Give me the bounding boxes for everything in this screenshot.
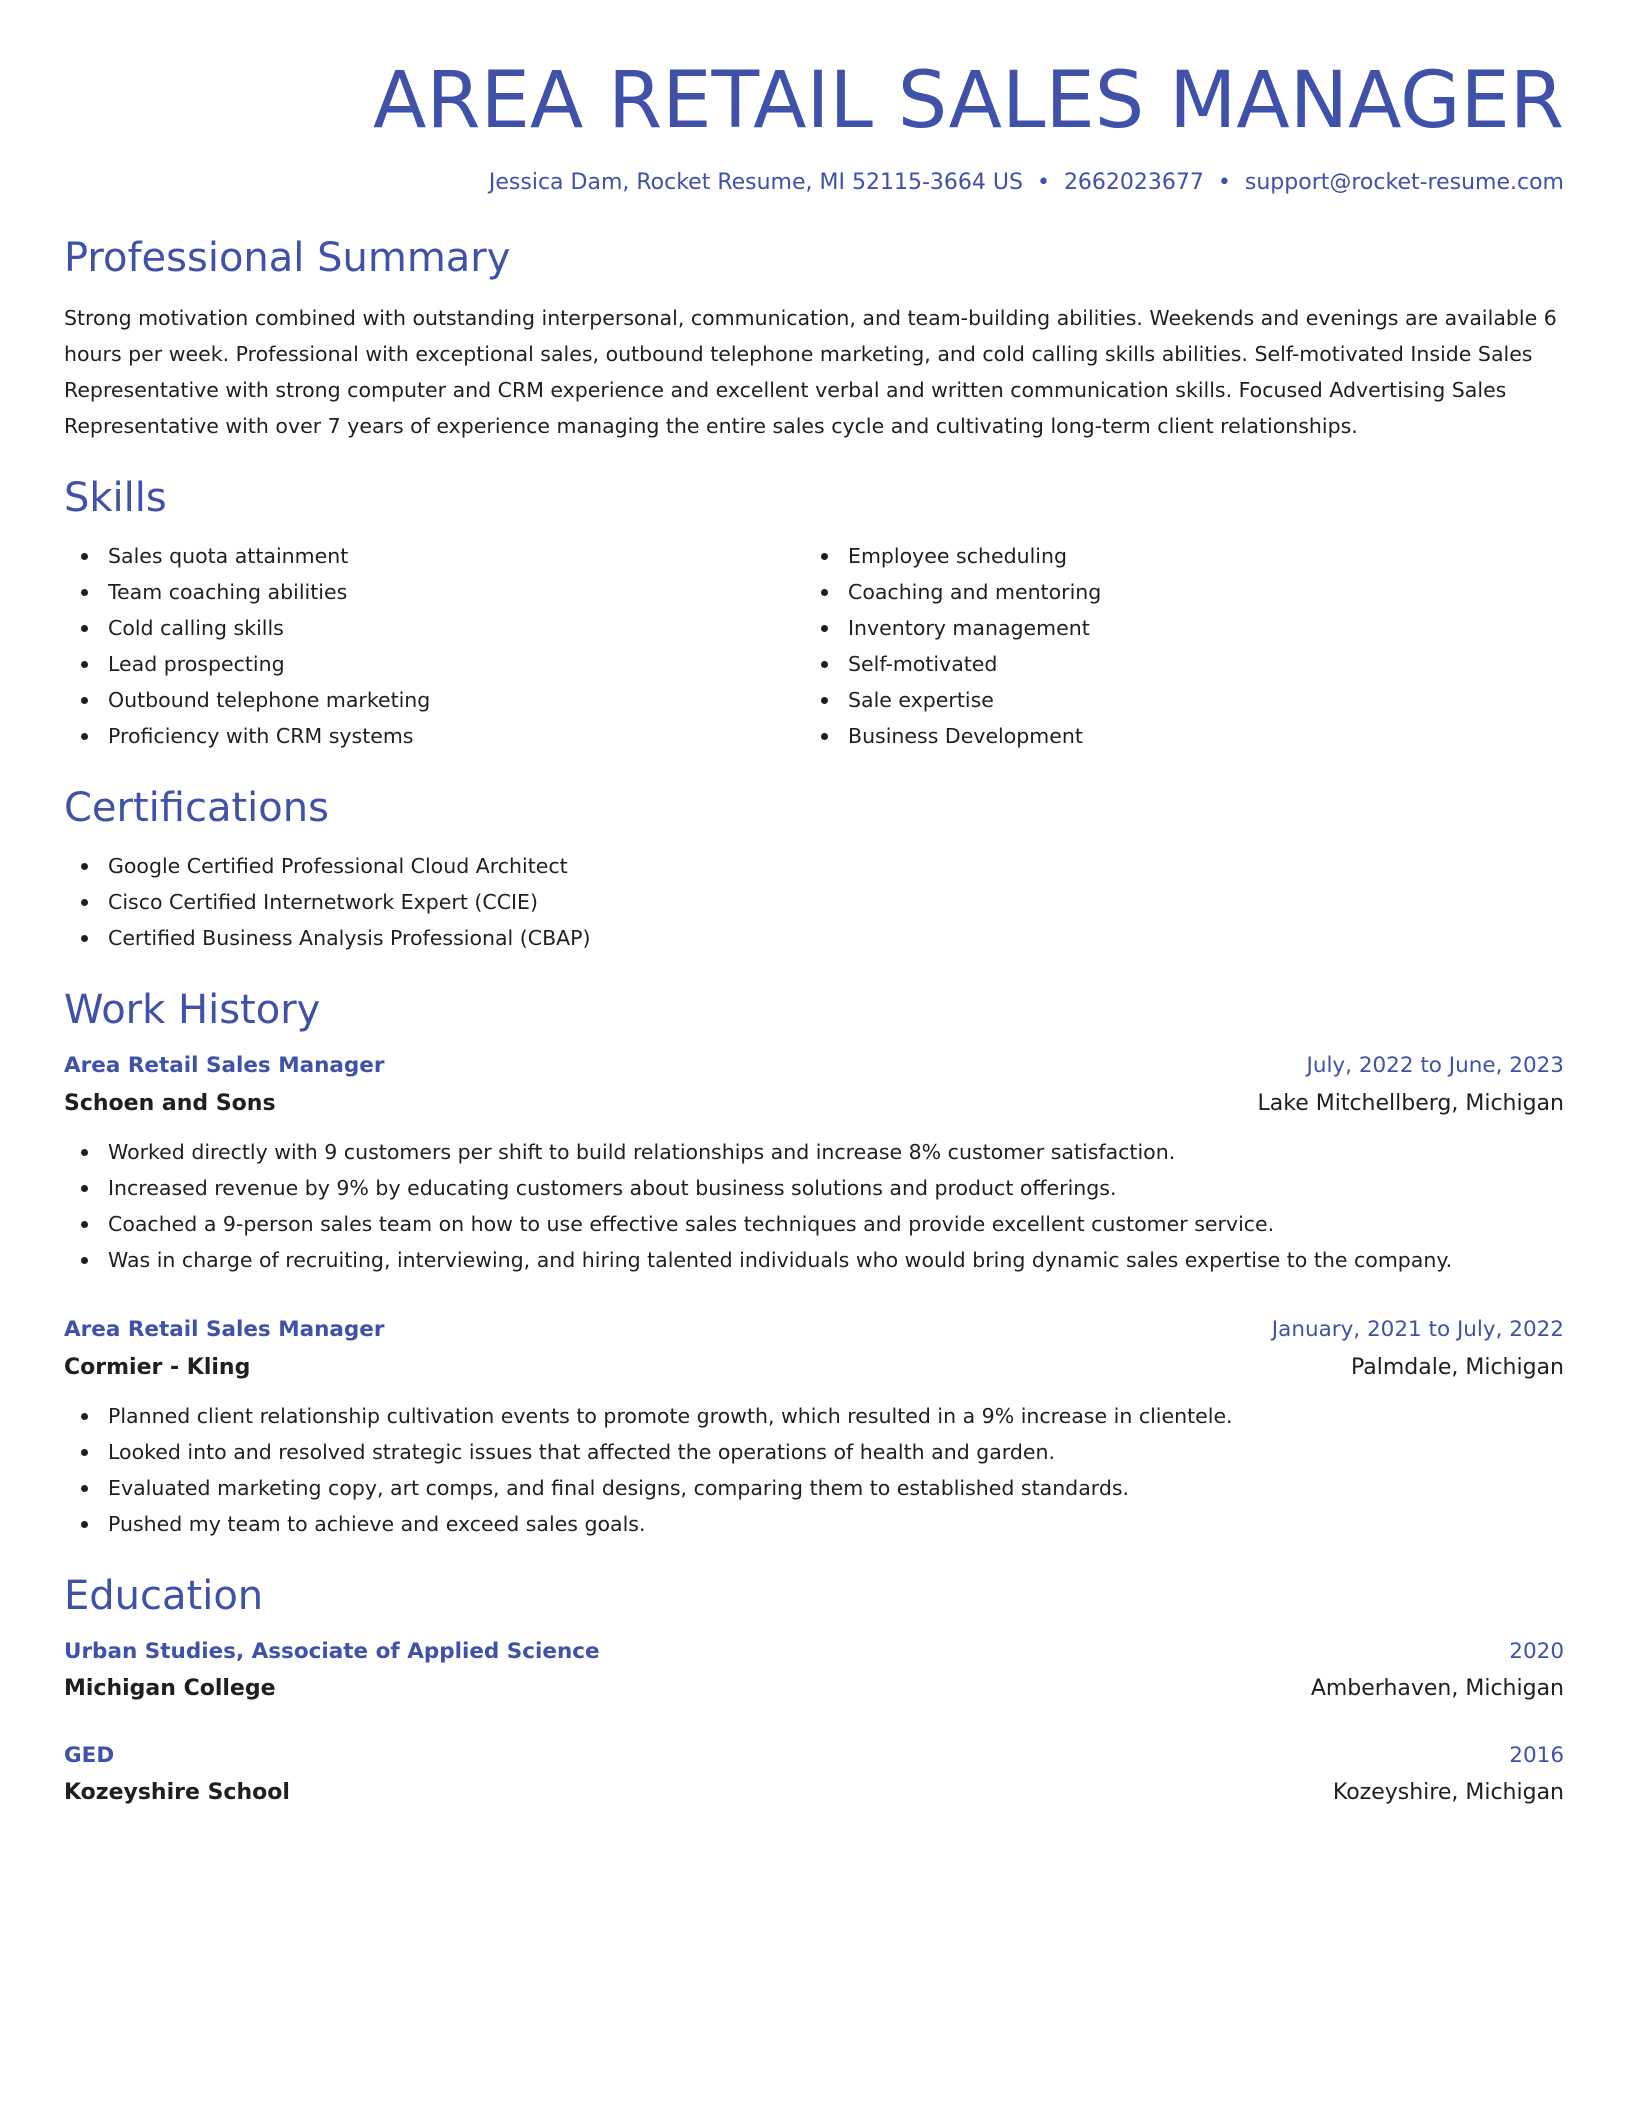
job-bullets — [64, 1398, 1564, 1542]
bullet-dot — [81, 1485, 88, 1492]
certification-label: Certified Business Analysis Professional (CBAP) — [108, 926, 591, 950]
bullet-dot — [81, 1413, 88, 1420]
skill-item — [64, 646, 804, 682]
skill-item — [804, 682, 1564, 718]
job-bullet — [64, 1506, 1564, 1542]
skill-label: Employee scheduling — [848, 544, 1068, 568]
contact-address: Jessica Dam, Rocket Resume, MI 52115-3664 US — [488, 170, 1023, 195]
skills-grid — [64, 538, 1564, 754]
skills-column-right — [804, 538, 1564, 754]
summary-text: Strong motivation combined with outstanding interpersonal, communication, and team-building abilities. Weekends and evenings are available 6 hours per week. Professional with exceptional sales, outbound telephone marketing, and cold calling skills abilities. Self-motivated Inside Sales Representative with strong computer and CRM experience and excellent verbal and written communication skills. Focused Advertising Sales Representative with over 7 years of experience managing the entire sales cycle and cultivating long-term client relationships. — [64, 306, 1557, 438]
certification-label: Cisco Certified Internetwork Expert (CCIE) — [108, 890, 538, 914]
bullet-dot — [81, 589, 88, 596]
job-bullet-text: Looked into and resolved strategic issues that affected the operations of health and garden. — [108, 1440, 1056, 1464]
job-bullet-text: Was in charge of recruiting, interviewing, and hiring talented individuals who would bring dynamic sales expertise to the company. — [108, 1248, 1453, 1272]
job-bullet — [64, 1206, 1564, 1242]
job-bullet-text: Evaluated marketing copy, art comps, and final designs, comparing them to established standards. — [108, 1476, 1130, 1500]
skill-item — [64, 682, 804, 718]
skill-item — [804, 718, 1564, 754]
skill-item — [64, 718, 804, 754]
job-header-row — [64, 1048, 1564, 1084]
bullet-dot — [81, 553, 88, 560]
job-bullet-text: Pushed my team to achieve and exceed sales goals. — [108, 1512, 646, 1536]
education-header-row — [64, 1634, 1564, 1670]
contact-phone: 2662023677 — [1063, 170, 1204, 195]
education-school-row — [64, 1774, 1564, 1812]
job-bullet — [64, 1134, 1564, 1170]
education-year: 2020 — [1509, 1639, 1564, 1664]
certification-item — [64, 884, 1564, 920]
job-dates: July, 2022 to June, 2023 — [1306, 1053, 1564, 1078]
skill-label: Lead prospecting — [108, 652, 285, 676]
bullet-dot — [81, 935, 88, 942]
job-bullet-text: Coached a 9-person sales team on how to use effective sales techniques and provide excellent customer service. — [108, 1212, 1275, 1236]
skill-label: Self-motivated — [848, 652, 998, 676]
skill-label: Outbound telephone marketing — [108, 688, 431, 712]
bullet-dot — [821, 625, 828, 632]
summary-heading: Professional Summary — [64, 235, 511, 281]
contact-email: support@rocket-resume.com — [1244, 170, 1564, 195]
bullet-dot — [81, 1221, 88, 1228]
bullet-dot — [81, 1521, 88, 1528]
education-location: Kozeyshire, Michigan — [1332, 1780, 1564, 1805]
skill-label: Coaching and mentoring — [848, 580, 1102, 604]
job-bullet-text: Increased revenue by 9% by educating customers about business solutions and product offerings. — [108, 1176, 1117, 1200]
job-header-row — [64, 1312, 1564, 1348]
job-company-row — [64, 1084, 1564, 1124]
job-bullet — [64, 1434, 1564, 1470]
job-bullet-text: Worked directly with 9 customers per shift to build relationships and increase 8% customer satisfaction. — [108, 1140, 1176, 1164]
job-title: Area Retail Sales Manager — [64, 1053, 385, 1078]
job-company-row — [64, 1348, 1564, 1388]
bullet-dot — [81, 1449, 88, 1456]
bullet-dot — [821, 553, 828, 560]
job-location: Palmdale, Michigan — [1350, 1355, 1564, 1380]
skills-heading: Skills — [64, 475, 167, 521]
skill-label: Proficiency with CRM systems — [108, 724, 414, 748]
job-bullet — [64, 1470, 1564, 1506]
certifications-heading: Certifications — [64, 785, 329, 831]
skill-item — [804, 574, 1564, 610]
skill-label: Inventory management — [848, 616, 1090, 640]
job-title: Area Retail Sales Manager — [64, 1317, 385, 1342]
skills-list-right — [804, 538, 1564, 754]
work-history-section — [64, 986, 1564, 1542]
job-bullet-text: Planned client relationship cultivation events to promote growth, which resulted in a 9% increase in clientele. — [108, 1404, 1233, 1428]
skills-section — [64, 474, 1564, 754]
skill-item — [804, 610, 1564, 646]
bullet-dot — [81, 733, 88, 740]
skill-label: Business Development — [848, 724, 1083, 748]
contact-separator: • — [1036, 170, 1050, 195]
summary-section — [64, 234, 1564, 444]
job-bullets — [64, 1134, 1564, 1278]
education-degree: GED — [64, 1743, 115, 1768]
bullet-dot — [81, 1257, 88, 1264]
skills-list-left — [64, 538, 804, 754]
bullet-dot — [81, 863, 88, 870]
bullet-dot — [821, 733, 828, 740]
bullet-dot — [81, 697, 88, 704]
education-school: Kozeyshire School — [64, 1780, 290, 1805]
skill-label: Team coaching abilities — [108, 580, 348, 604]
skill-item — [64, 538, 804, 574]
education-school: Michigan College — [64, 1676, 276, 1701]
bullet-dot — [81, 899, 88, 906]
job-bullet — [64, 1242, 1564, 1278]
certification-item — [64, 920, 1564, 956]
bullet-dot — [81, 1185, 88, 1192]
bullet-dot — [81, 1149, 88, 1156]
contact-line — [64, 168, 1564, 198]
education-degree: Urban Studies, Associate of Applied Science — [64, 1639, 600, 1664]
job-dates: January, 2021 to July, 2022 — [1271, 1317, 1564, 1342]
job-location: Lake Mitchellberg, Michigan — [1257, 1091, 1564, 1116]
bullet-dot — [81, 625, 88, 632]
resume-title: AREA RETAIL SALES MANAGER — [373, 56, 1564, 146]
skill-item — [64, 574, 804, 610]
skill-item — [804, 538, 1564, 574]
education-location: Amberhaven, Michigan — [1310, 1676, 1564, 1701]
job-bullet — [64, 1398, 1564, 1434]
education-year: 2016 — [1509, 1743, 1564, 1768]
bullet-dot — [821, 697, 828, 704]
job-company: Schoen and Sons — [64, 1091, 276, 1116]
job-bullet — [64, 1170, 1564, 1206]
certifications-list — [64, 848, 1564, 956]
skill-item — [64, 610, 804, 646]
skills-column-left — [64, 538, 804, 754]
education-entry — [64, 1738, 1564, 1812]
resume-page — [64, 56, 1564, 1812]
skill-label: Sale expertise — [848, 688, 994, 712]
education-header-row — [64, 1738, 1564, 1774]
bullet-dot — [81, 661, 88, 668]
skill-label: Cold calling skills — [108, 616, 284, 640]
education-section — [64, 1572, 1564, 1812]
contact-separator: • — [1217, 170, 1231, 195]
skill-label: Sales quota attainment — [108, 544, 349, 568]
education-entry — [64, 1634, 1564, 1708]
job-entry — [64, 1312, 1564, 1542]
skill-item — [804, 646, 1564, 682]
certification-item — [64, 848, 1564, 884]
bullet-dot — [821, 589, 828, 596]
certification-label: Google Certified Professional Cloud Architect — [108, 854, 568, 878]
job-entry — [64, 1048, 1564, 1278]
job-company: Cormier - Kling — [64, 1355, 251, 1380]
certifications-section — [64, 784, 1564, 956]
work-history-heading: Work History — [64, 987, 321, 1033]
education-school-row — [64, 1670, 1564, 1708]
bullet-dot — [821, 661, 828, 668]
education-heading: Education — [64, 1573, 264, 1619]
